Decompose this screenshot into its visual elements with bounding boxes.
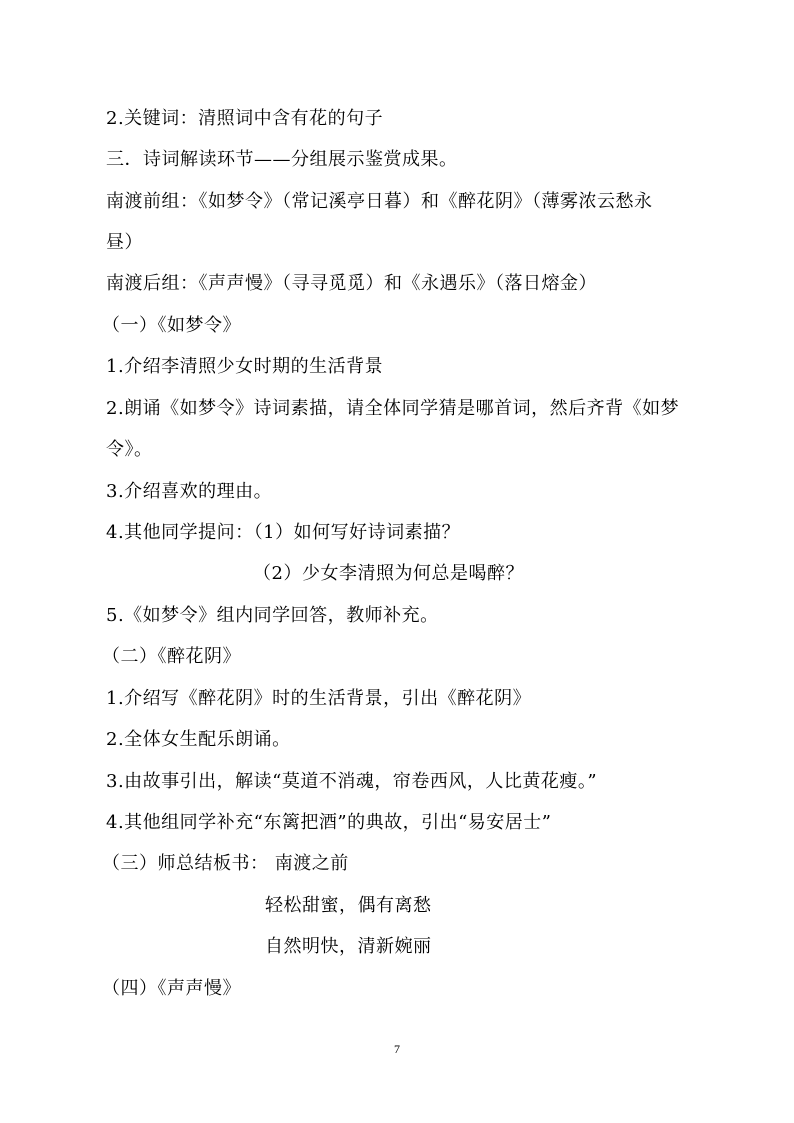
list-item: 1.介绍李清照少女时期的生活背景 — [106, 356, 384, 377]
section-three-heading: 三．诗词解读环节——分组展示鉴赏成果。 — [106, 149, 458, 170]
list-item: 2.全体女生配乐朗诵。 — [106, 729, 291, 750]
subsection-four-heading: （四）《声声慢》 — [102, 978, 241, 999]
list-item: 5.《如梦令》组内同学回答，教师补充。 — [106, 605, 439, 626]
pre-south-group-line-cont: 昼） — [106, 232, 143, 253]
subsection-one-heading: （一）《如梦令》 — [102, 315, 241, 336]
board-summary-line: 自然明快，清新婉丽 — [265, 936, 432, 957]
list-item: 3.介绍喜欢的理由。 — [106, 481, 273, 502]
list-item: 2.朗诵《如梦令》诗词素描，请全体同学猜是哪首词，然后齐背《如梦 — [106, 398, 680, 419]
list-item-cont: 令》。 — [106, 439, 153, 460]
subsection-three-heading: （三）师总结板书： 南渡之前 — [102, 853, 349, 874]
post-south-group-line: 南渡后组：《声声慢》（寻寻觅觅）和《永遇乐》（落日熔金） — [106, 273, 597, 294]
list-item: 4.其他组同学补充“东篱把酒”的典故，引出“易安居士” — [106, 812, 552, 833]
keyword-line: 2.关键词：清照词中含有花的句子 — [106, 108, 384, 129]
list-item: 4.其他同学提问：（1）如何写好诗词素描？ — [106, 522, 461, 543]
list-item: 3.由故事引出，解读“莫道不消魂，帘卷西风，人比黄花瘦。” — [106, 771, 598, 792]
page-number: 7 — [394, 1042, 400, 1056]
board-summary-line: 轻松甜蜜，偶有离愁 — [265, 895, 432, 916]
list-item: 1.介绍写《醉花阴》时的生活背景，引出《醉花阴》 — [106, 688, 532, 709]
pre-south-group-line: 南渡前组：《如梦令》（常记溪亭日暮）和《醉花阴》（薄雾浓云愁永 — [106, 191, 653, 212]
list-item-sub: （2）少女李清照为何总是喝醉？ — [253, 563, 524, 584]
subsection-two-heading: （二）《醉花阴》 — [102, 646, 241, 667]
